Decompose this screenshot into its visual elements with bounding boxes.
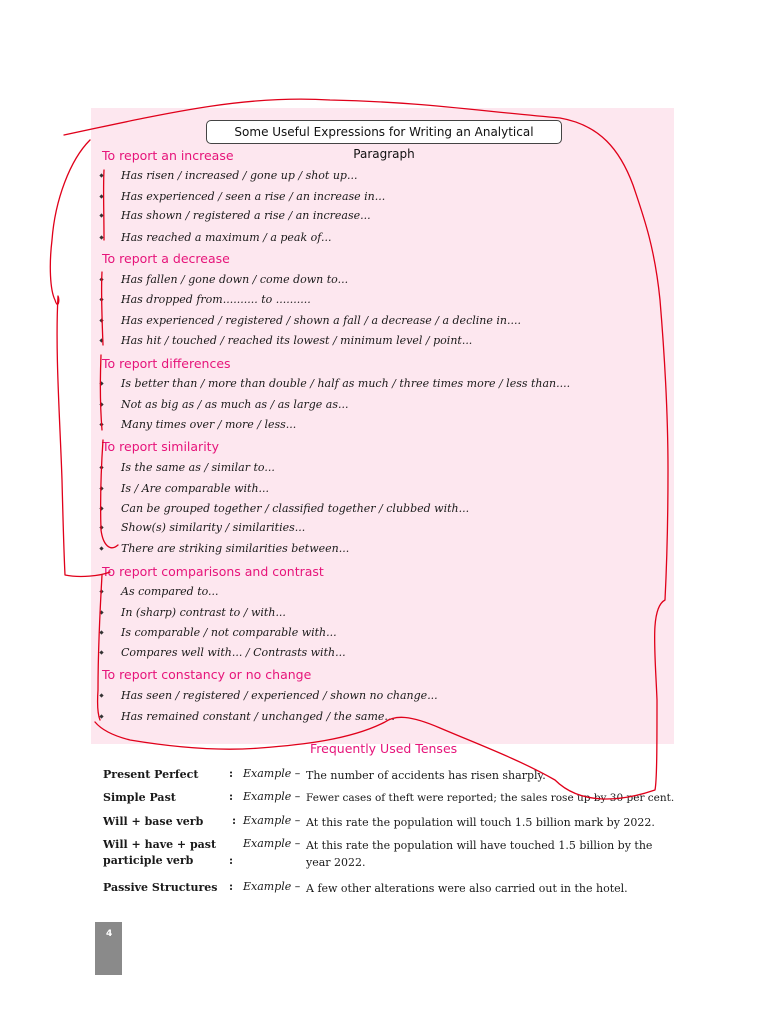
example-label: Example – [243,880,301,893]
example-label: Example – [243,767,301,780]
tense-example: At this rate the population will have touched 1.5 billion by the year 2022. [306,839,653,869]
section-heading-increase: To report an increase [102,148,234,163]
example-label: Example – [243,814,301,827]
tense-example: A few other alterations were also carried out in the hotel. [306,882,628,895]
tense-name: Will + base verb [103,815,204,828]
tense-example: Fewer cases of theft were reported; the sales rose up by 30 per cent. [306,792,675,804]
example-label: Example – [243,790,301,803]
section-heading-constancy: To report constancy or no change [102,667,312,682]
tenses-heading: Frequently Used Tenses [310,741,458,756]
section-heading-comparisons: To report comparisons and contrast [102,564,324,579]
tense-name: Present Perfect [103,768,199,781]
section-heading-differences: To report differences [102,356,231,371]
tense-name: Will + have + past participle verb [103,838,217,867]
colon: : [232,814,237,827]
section-heading-similarity: To report similarity [102,439,219,454]
box-title: Some Useful Expressions for Writing an Analytical Paragraph [206,120,562,144]
tense-example: The number of accidents has risen sharply. [306,769,546,782]
colon: : [229,854,234,867]
tense-name: Simple Past [103,791,176,804]
colon: : [229,790,234,803]
tense-example: At this rate the population will touch 1.5 billion mark by 2022. [306,816,655,829]
colon: : [229,880,234,893]
page-number-tab [95,922,122,975]
tense-name: Passive Structures [103,881,218,894]
colon: : [229,767,234,780]
example-label: Example – [243,837,301,850]
section-heading-decrease: To report a decrease [102,251,230,266]
page-number: 4 [106,929,113,939]
